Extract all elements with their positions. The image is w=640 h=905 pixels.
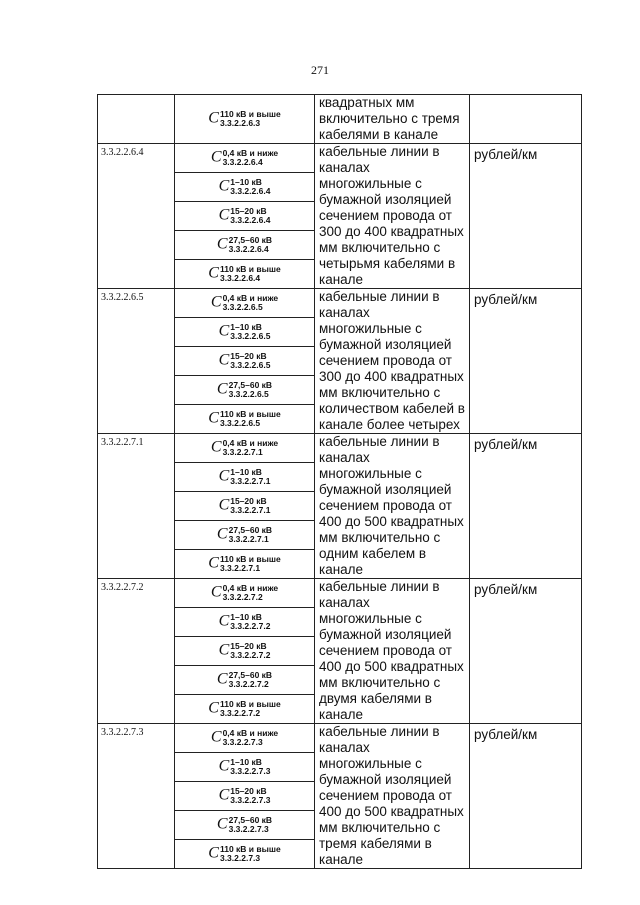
coefficient-index: 3.3.2.2.7.2 — [228, 679, 269, 690]
coefficient-cell — [175, 608, 315, 637]
rate-table — [97, 94, 582, 869]
row-unit: рублей/км — [470, 579, 582, 724]
coefficient-symbol: C 110 кВ и выше 3.3.2.2.6.4 — [208, 264, 281, 284]
coefficient-cell — [175, 463, 315, 492]
coefficient-index: 3.3.2.2.6.5 — [230, 360, 271, 371]
coefficient-voltage: 27,5–60 кВ — [228, 380, 273, 391]
coefficient-voltage: 0,4 кВ и ниже — [222, 583, 279, 594]
coefficient-symbol: C 0,4 кВ и ниже 3.3.2.2.7.3 — [210, 728, 279, 748]
coefficient-symbol: C 110 кВ и выше 3.3.2.2.7.1 — [208, 554, 281, 574]
coefficient-symbol: C 15–20 кВ 3.3.2.2.6.4 — [218, 206, 271, 226]
coefficient-voltage: 110 кВ и выше — [219, 109, 281, 120]
coefficient-index: 3.3.2.2.6.5 — [222, 302, 263, 313]
coefficient-symbol: C 1–10 кВ 3.3.2.2.7.2 — [218, 612, 271, 632]
row-description: кабельные линии в каналах многожильные с бумажной изоляцией сечением провода от 400 до 500 квадратных мм включительно с тремя кабелями в канале — [315, 724, 470, 869]
coefficient-cell — [175, 753, 315, 782]
coefficient-cell — [175, 95, 315, 144]
coefficient-cell — [175, 202, 315, 231]
coefficient-symbol: C 27,5–60 кВ 3.3.2.2.6.4 — [216, 235, 273, 255]
coefficient-cell — [175, 173, 315, 202]
row-code: 3.3.2.2.6.4 — [98, 144, 175, 289]
coefficient-voltage: 15–20 кВ — [230, 786, 267, 797]
coefficient-index: 3.3.2.2.6.5 — [228, 389, 269, 400]
coefficient-cell — [175, 434, 315, 463]
coefficient-index: 3.3.2.2.6.4 — [230, 186, 271, 197]
table-row — [98, 434, 582, 463]
coefficient-index: 3.3.2.2.6.4 — [219, 273, 261, 284]
table-row — [98, 289, 582, 318]
coefficient-symbol: C 15–20 кВ 3.3.2.2.7.1 — [218, 496, 271, 516]
coefficient-cell — [175, 289, 315, 318]
coefficient-index: 3.3.2.2.7.3 — [219, 853, 261, 864]
coefficient-voltage: 1–10 кВ — [230, 177, 262, 188]
coefficient-voltage: 15–20 кВ — [230, 351, 267, 362]
coefficient-index: 3.3.2.2.6.5 — [219, 418, 261, 429]
coefficient-voltage: 15–20 кВ — [230, 496, 267, 507]
coefficient-voltage: 1–10 кВ — [230, 612, 262, 623]
coefficient-index: 3.3.2.2.7.1 — [230, 505, 271, 516]
row-code — [98, 95, 175, 144]
coefficient-voltage: 27,5–60 кВ — [228, 525, 273, 536]
coefficient-voltage: 0,4 кВ и ниже — [222, 438, 279, 449]
coefficient-index: 3.3.2.2.6.4 — [230, 215, 271, 226]
coefficient-index: 3.3.2.2.7.1 — [228, 534, 269, 545]
coefficient-symbol: C 0,4 кВ и ниже 3.3.2.2.6.4 — [210, 148, 279, 168]
coefficient-cell — [175, 376, 315, 405]
coefficient-voltage: 110 кВ и выше — [219, 699, 281, 710]
coefficient-cell — [175, 579, 315, 608]
coefficient-voltage: 27,5–60 кВ — [228, 815, 273, 826]
coefficient-index: 3.3.2.2.7.1 — [219, 563, 261, 574]
coefficient-index: 3.3.2.2.7.3 — [230, 766, 271, 777]
coefficient-symbol: C 0,4 кВ и ниже 3.3.2.2.7.1 — [210, 438, 279, 458]
page-number: 271 — [311, 63, 329, 77]
coefficient-symbol: C 27,5–60 кВ 3.3.2.2.6.5 — [216, 380, 273, 400]
coefficient-index: 3.3.2.2.7.3 — [230, 795, 271, 806]
coefficient-index: 3.3.2.2.6.3 — [219, 118, 261, 129]
coefficient-symbol: C 110 кВ и выше 3.3.2.2.6.5 — [208, 409, 281, 429]
coefficient-symbol: C 1–10 кВ 3.3.2.2.7.1 — [218, 467, 271, 487]
coefficient-symbol: C 15–20 кВ 3.3.2.2.6.5 — [218, 351, 271, 371]
coefficient-cell — [175, 840, 315, 869]
row-description: квадратных мм включительно с тремя кабелями в канале — [315, 95, 470, 144]
coefficient-symbol: C 110 кВ и выше 3.3.2.2.7.2 — [208, 699, 281, 719]
coefficient-voltage: 0,4 кВ и ниже — [222, 148, 279, 159]
coefficient-cell — [175, 492, 315, 521]
coefficient-cell — [175, 260, 315, 289]
row-code: 3.3.2.2.7.1 — [98, 434, 175, 579]
coefficient-index: 3.3.2.2.7.2 — [219, 708, 261, 719]
coefficient-index: 3.3.2.2.7.1 — [222, 447, 263, 458]
table-row — [98, 579, 582, 608]
coefficient-cell — [175, 811, 315, 840]
coefficient-voltage: 110 кВ и выше — [219, 409, 281, 420]
coefficient-index: 3.3.2.2.6.4 — [222, 157, 263, 168]
coefficient-cell — [175, 405, 315, 434]
coefficient-index: 3.3.2.2.7.3 — [222, 737, 263, 748]
coefficient-cell — [175, 347, 315, 376]
coefficient-voltage: 15–20 кВ — [230, 206, 267, 217]
coefficient-index: 3.3.2.2.6.4 — [228, 244, 269, 255]
row-unit: рублей/км — [470, 724, 582, 869]
row-unit: рублей/км — [470, 289, 582, 434]
coefficient-cell — [175, 521, 315, 550]
coefficient-voltage: 110 кВ и выше — [219, 554, 281, 565]
coefficient-index: 3.3.2.2.7.2 — [230, 621, 271, 632]
coefficient-index: 3.3.2.2.6.5 — [230, 331, 271, 342]
coefficient-voltage: 27,5–60 кВ — [228, 235, 273, 246]
coefficient-symbol: C 1–10 кВ 3.3.2.2.7.3 — [218, 757, 271, 777]
row-code: 3.3.2.2.7.3 — [98, 724, 175, 869]
coefficient-cell — [175, 782, 315, 811]
row-code: 3.3.2.2.6.5 — [98, 289, 175, 434]
coefficient-cell — [175, 724, 315, 753]
row-description: кабельные линии в каналах многожильные с бумажной изоляцией сечением провода от 400 до 500 квадратных мм включительно с одним кабелем в канале — [315, 434, 470, 579]
coefficient-voltage: 0,4 кВ и ниже — [222, 728, 279, 739]
table-row — [98, 144, 582, 173]
coefficient-index: 3.3.2.2.7.2 — [230, 650, 271, 661]
coefficient-index: 3.3.2.2.7.2 — [222, 592, 263, 603]
coefficient-symbol: C 1–10 кВ 3.3.2.2.6.5 — [218, 322, 271, 342]
coefficient-voltage: 110 кВ и выше — [219, 844, 281, 855]
row-description: кабельные линии в каналах многожильные с бумажной изоляцией сечением провода от 400 до 500 квадратных мм включительно с двумя кабелями в канале — [315, 579, 470, 724]
coefficient-symbol: C 0,4 кВ и ниже 3.3.2.2.7.2 — [210, 583, 279, 603]
coefficient-voltage: 1–10 кВ — [230, 757, 262, 768]
coefficient-voltage: 1–10 кВ — [230, 322, 262, 333]
coefficient-cell — [175, 666, 315, 695]
coefficient-symbol: C 110 кВ и выше 3.3.2.2.7.3 — [208, 844, 281, 864]
coefficient-voltage: 1–10 кВ — [230, 467, 262, 478]
coefficient-cell — [175, 144, 315, 173]
coefficient-cell — [175, 637, 315, 666]
coefficient-voltage: 15–20 кВ — [230, 641, 267, 652]
coefficient-cell — [175, 231, 315, 260]
row-unit: рублей/км — [470, 434, 582, 579]
coefficient-voltage: 110 кВ и выше — [219, 264, 281, 275]
coefficient-symbol: C 15–20 кВ 3.3.2.2.7.3 — [218, 786, 271, 806]
coefficient-symbol: C 27,5–60 кВ 3.3.2.2.7.1 — [216, 525, 273, 545]
coefficient-symbol: C 27,5–60 кВ 3.3.2.2.7.3 — [216, 815, 273, 835]
row-code: 3.3.2.2.7.2 — [98, 579, 175, 724]
row-unit: рублей/км — [470, 144, 582, 289]
table-row — [98, 95, 582, 144]
coefficient-cell — [175, 318, 315, 347]
coefficient-voltage: 0,4 кВ и ниже — [222, 293, 279, 304]
coefficient-index: 3.3.2.2.7.1 — [230, 476, 271, 487]
coefficient-index: 3.3.2.2.7.3 — [228, 824, 269, 835]
coefficient-symbol: C 15–20 кВ 3.3.2.2.7.2 — [218, 641, 271, 661]
coefficient-symbol: C 0,4 кВ и ниже 3.3.2.2.6.5 — [210, 293, 279, 313]
coefficient-cell — [175, 550, 315, 579]
coefficient-symbol: C 27,5–60 кВ 3.3.2.2.7.2 — [216, 670, 273, 690]
coefficient-symbol: C 110 кВ и выше 3.3.2.2.6.3 — [208, 109, 281, 129]
coefficient-cell — [175, 695, 315, 724]
table-row — [98, 724, 582, 753]
row-description: кабельные линии в каналах многожильные с бумажной изоляцией сечением провода от 300 до 400 квадратных мм включительно с четырьмя кабелями в канале — [315, 144, 470, 289]
coefficient-symbol: C 1–10 кВ 3.3.2.2.6.4 — [218, 177, 271, 197]
row-description: кабельные линии в каналах многожильные с бумажной изоляцией сечением провода от 300 до 400 квадратных мм включительно с количеством кабелей в канале более четырех — [315, 289, 470, 434]
row-unit — [470, 95, 582, 144]
coefficient-voltage: 27,5–60 кВ — [228, 670, 273, 681]
